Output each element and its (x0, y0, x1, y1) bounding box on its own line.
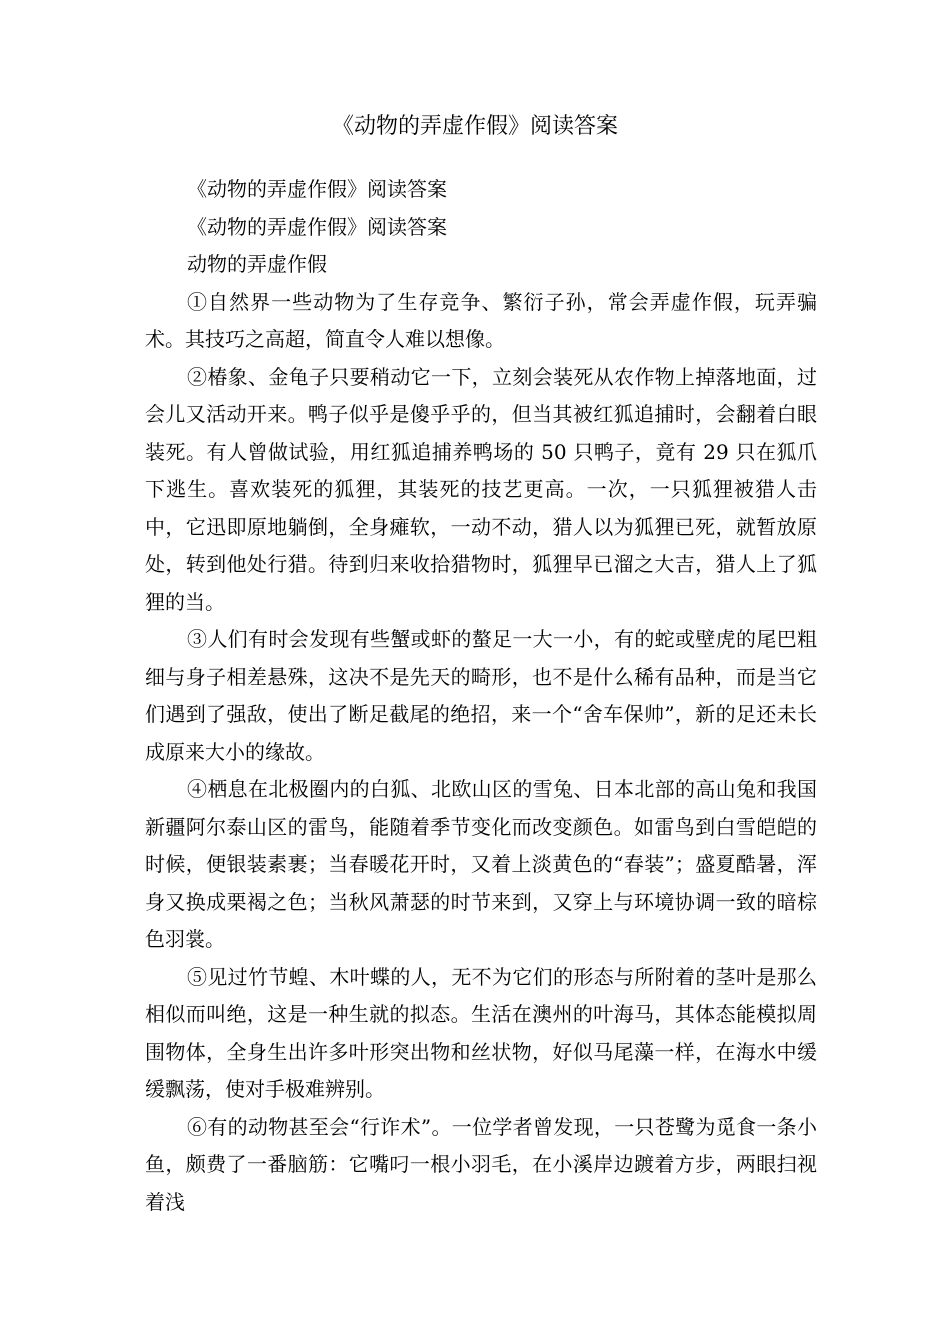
paragraph-3: ③人们有时会发现有些蟹或虾的螯足一大一小，有的蛇或壁虎的尾巴粗细与身子相差悬殊，这决不是先天的畸形，也不是什么稀有品种，而是当它们遇到了强敌，使出了断足截尾的绝招，来一个“舍车保帅”，新的足还未长成原来大小的缘故。 (145, 627, 817, 764)
paragraph-5: ⑤见过竹节蝗、木叶蝶的人，无不为它们的形态与所附着的茎叶是那么相似而叫绝，这是一种生就的拟态。生活在澳州的叶海马，其体态能模拟周围物体，全身生出许多叶形突出物和丝状物，好似马尾藻一样，在海水中缓缓飘荡，使对手极难辨别。 (145, 964, 817, 1101)
paragraph-heading-repeat-1: 《动物的弄虚作假》阅读答案 (187, 177, 447, 201)
article-title: 动物的弄虚作假 (187, 252, 327, 276)
document-body (145, 171, 817, 1221)
paragraph-heading-repeat-2: 《动物的弄虚作假》阅读答案 (187, 214, 447, 239)
paragraph-1: ①自然界一些动物为了生存竞争、繁衍子孙，常会弄虚作假，玩弄骗术。其技巧之高超，简直令人难以想像。 (145, 289, 817, 351)
paragraph-4: ④栖息在北极圈内的白狐、北欧山区的雪兔、日本北部的高山兔和我国新疆阿尔泰山区的雷鸟，能随着季节变化而改变颜色。如雷鸟到白雪皑皑的时候，便银装素裹；当春暖花开时，又着上淡黄色的“春装”；盛夏酷暑，浑身又换成栗褐之色；当秋风萧瑟的时节来到，又穿上与环境协调一致的暗棕色羽裳。 (145, 777, 817, 951)
paragraph-6: ⑥有的动物甚至会“行诈术”。一位学者曾发现，一只苍鹭为觅食一条小鱼，颇费了一番脑筋：它嘴叼一根小羽毛，在小溪岸边踱着方步，两眼扫视着浅 (145, 1114, 817, 1214)
paragraph-2: ②椿象、金龟子只要稍动它一下，立刻会装死从农作物上掉落地面，过会儿又活动开来。鸭子似乎是傻乎乎的，但当其被红狐追捕时，会翻着白眼装死。有人曾做试验，用红狐追捕养鸭场的 50 只鸭子，竟有 29 只在狐爪下逃生。喜欢装死的狐狸，其装死的技艺更高。一次，一只狐狸被猎人击中，它迅即原地躺倒，全身瘫软，一动不动，猎人以为狐狸已死，就暂放原处，转到他处行猎。待到归来收拾猎物时，狐狸早已溜之大吉，猎人上了狐狸的当。 (145, 364, 817, 614)
document-title: 《动物的弄虚作假》阅读答案 (331, 114, 618, 139)
